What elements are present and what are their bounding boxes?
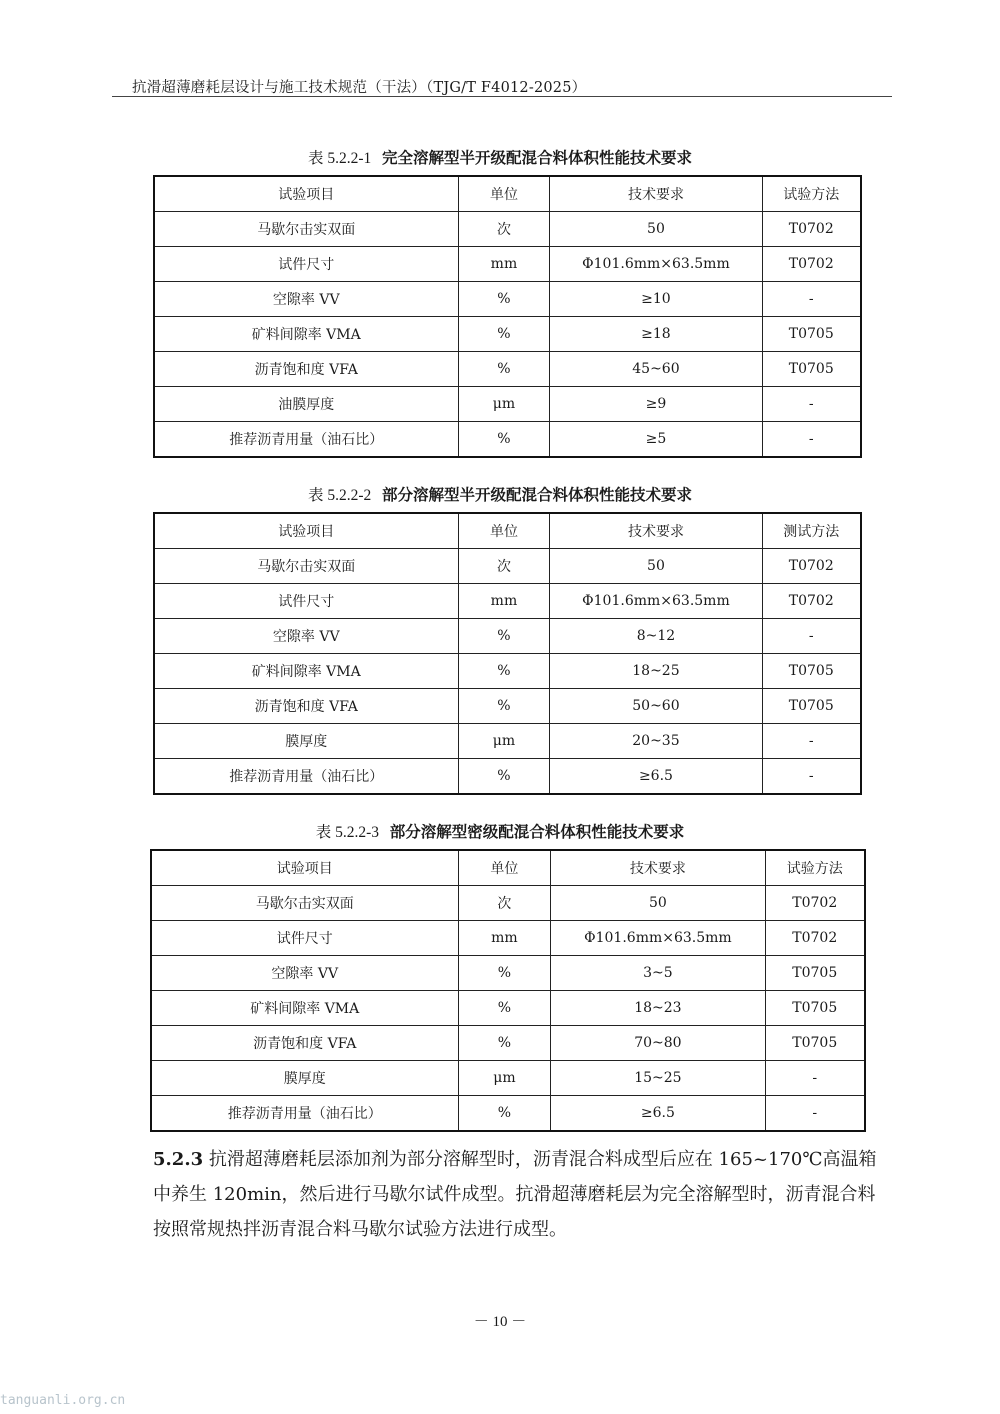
table-row [154,282,861,317]
table-cell: - [762,724,861,759]
table-caption-number: 表 5.2.2-2 [307,487,372,504]
table-cell: 50 [551,886,765,921]
table-row [151,921,865,956]
table-cell: 试件尺寸 [151,921,458,956]
column-header: 技术要求 [550,176,762,212]
table-cell: % [458,619,550,654]
table-caption-number: 表 5.2.2-3 [315,824,379,841]
spec-table-2 [153,512,862,795]
table-row [154,724,861,759]
table-cell: % [458,422,550,458]
column-header: 单位 [458,850,551,886]
table-cell: - [762,282,861,317]
table-cell: 试件尺寸 [154,247,458,282]
column-header: 试验项目 [154,176,458,212]
table-cell: μm [458,1061,551,1096]
table-cell: ≥6.5 [551,1096,765,1132]
table-row [154,689,861,724]
table-cell: μm [458,724,550,759]
table-row [154,654,861,689]
table-cell: - [762,759,861,795]
table-caption-text: 部分溶解型密级配混合料体积性能技术要求 [389,823,685,841]
table-cell: 次 [458,886,551,921]
table-cell: 50 [550,549,762,584]
table-cell: 矿料间隙率 VMA [151,991,458,1026]
column-header: 单位 [458,513,550,549]
table-cell: 油膜厚度 [154,387,458,422]
table-cell: 70~80 [551,1026,765,1061]
table-cell: 20~35 [550,724,762,759]
table-cell: 50~60 [550,689,762,724]
table-cell: 次 [458,549,550,584]
table-row [154,584,861,619]
table-cell: 沥青饱和度 VFA [151,1026,458,1061]
column-header: 测试方法 [762,513,861,549]
table-row [154,247,861,282]
table-row [154,387,861,422]
table-cell: 50 [550,212,762,247]
table-cell: mm [458,584,550,619]
table-cell: μm [458,387,550,422]
column-header: 试验方法 [765,850,865,886]
table-cell: 18~25 [550,654,762,689]
table-cell: ≥5 [550,422,762,458]
table-row [151,886,865,921]
table-cell: ≥6.5 [550,759,762,795]
table-cell: T0702 [762,584,861,619]
table-cell: 矿料间隙率 VMA [154,317,458,352]
table-row [151,1096,865,1132]
table-cell: 次 [458,212,550,247]
table-row [154,352,861,387]
table-cell: - [762,619,861,654]
table-cell: 马歇尔击实双面 [154,212,458,247]
table-cell: 18~23 [551,991,765,1026]
table-cell: 空隙率 VV [151,956,458,991]
table-row [151,1061,865,1096]
table-row [154,317,861,352]
table-cell: T0705 [765,991,865,1026]
table-cell: 空隙率 VV [154,619,458,654]
table-row [154,759,861,795]
table-cell: ≥9 [550,387,762,422]
table-cell: % [458,654,550,689]
table-cell: 推荐沥青用量（油石比） [154,422,458,458]
table-caption-text: 完全溶解型半开级配混合料体积性能技术要求 [382,149,693,167]
page-number: － 10 － [473,1314,527,1330]
running-header: 抗滑超薄磨耗层设计与施工技术规范（干法）（TJG/T F4012-2025） [132,80,587,96]
table-cell: % [458,689,550,724]
table-row [154,549,861,584]
table-cell: 矿料间隙率 VMA [154,654,458,689]
table-caption-number: 表 5.2.2-1 [307,150,372,167]
column-header: 试验项目 [151,850,458,886]
table-cell: mm [458,247,550,282]
table-cell: % [458,317,550,352]
column-header: 技术要求 [550,513,762,549]
table-caption-3 [0,820,1000,842]
spec-table-3 [150,849,866,1132]
column-header: 技术要求 [551,850,765,886]
table-cell: 15~25 [551,1061,765,1096]
table-cell: % [458,759,550,795]
table-row [151,991,865,1026]
column-header: 试验方法 [762,176,861,212]
table-cell: T0702 [762,247,861,282]
table-cell: T0705 [765,956,865,991]
table-cell: 沥青饱和度 VFA [154,689,458,724]
table-cell: T0705 [762,654,861,689]
table-cell: T0705 [765,1026,865,1061]
table-cell: % [458,1096,551,1132]
table-cell: Φ101.6mm×63.5mm [551,921,765,956]
table-caption-1 [0,146,1000,168]
table-cell: T0705 [762,689,861,724]
table-cell: - [762,387,861,422]
table-cell: Φ101.6mm×63.5mm [550,247,762,282]
table-cell: 空隙率 VV [154,282,458,317]
table-cell: 8~12 [550,619,762,654]
column-header: 试验项目 [154,513,458,549]
table-cell: % [458,956,551,991]
clause-5-2-3 [153,1142,893,1247]
table-cell: 推荐沥青用量（油石比） [151,1096,458,1132]
column-header: 单位 [458,176,550,212]
table-row [154,422,861,458]
table-cell: T0705 [762,352,861,387]
table-cell: T0705 [762,317,861,352]
table-row [154,619,861,654]
table-cell: 膜厚度 [151,1061,458,1096]
table-cell: T0702 [762,212,861,247]
spec-table-1 [153,175,862,458]
clause-number: 5.2.3 [153,1149,204,1170]
table-cell: % [458,352,550,387]
table-cell: 膜厚度 [154,724,458,759]
table-caption-2 [0,483,1000,505]
table-cell: Φ101.6mm×63.5mm [550,584,762,619]
table-cell: 试件尺寸 [154,584,458,619]
clause-text: 抗滑超薄磨耗层添加剂为部分溶解型时，沥青混合料成型后应在 165~170℃高温箱中养生 120min，然后进行马歇尔试件成型。抗滑超薄磨耗层为完全溶解型时，沥青混合料按照常规热拌沥青混合料马歇尔试验方法进行成型。 [153,1149,877,1240]
table-row [151,956,865,991]
header-divider [112,96,892,97]
table-cell: % [458,1026,551,1061]
table-cell: T0702 [765,921,865,956]
table-cell: 马歇尔击实双面 [154,549,458,584]
table-caption-text: 部分溶解型半开级配混合料体积性能技术要求 [382,486,693,504]
table-header-row [154,513,861,549]
table-cell: T0702 [765,886,865,921]
table-cell: - [762,422,861,458]
table-cell: mm [458,921,551,956]
table-row [151,1026,865,1061]
table-cell: 沥青饱和度 VFA [154,352,458,387]
table-cell: T0702 [762,549,861,584]
table-cell: 马歇尔击实双面 [151,886,458,921]
table-cell: 45~60 [550,352,762,387]
table-header-row [154,176,861,212]
watermark: tanguanli.org.cn [0,1393,126,1408]
table-cell: ≥10 [550,282,762,317]
table-header-row [151,850,865,886]
table-cell: - [765,1096,865,1132]
table-cell: % [458,991,551,1026]
table-row [154,212,861,247]
table-cell: - [765,1061,865,1096]
table-cell: 3~5 [551,956,765,991]
table-cell: ≥18 [550,317,762,352]
table-cell: 推荐沥青用量（油石比） [154,759,458,795]
table-cell: % [458,282,550,317]
